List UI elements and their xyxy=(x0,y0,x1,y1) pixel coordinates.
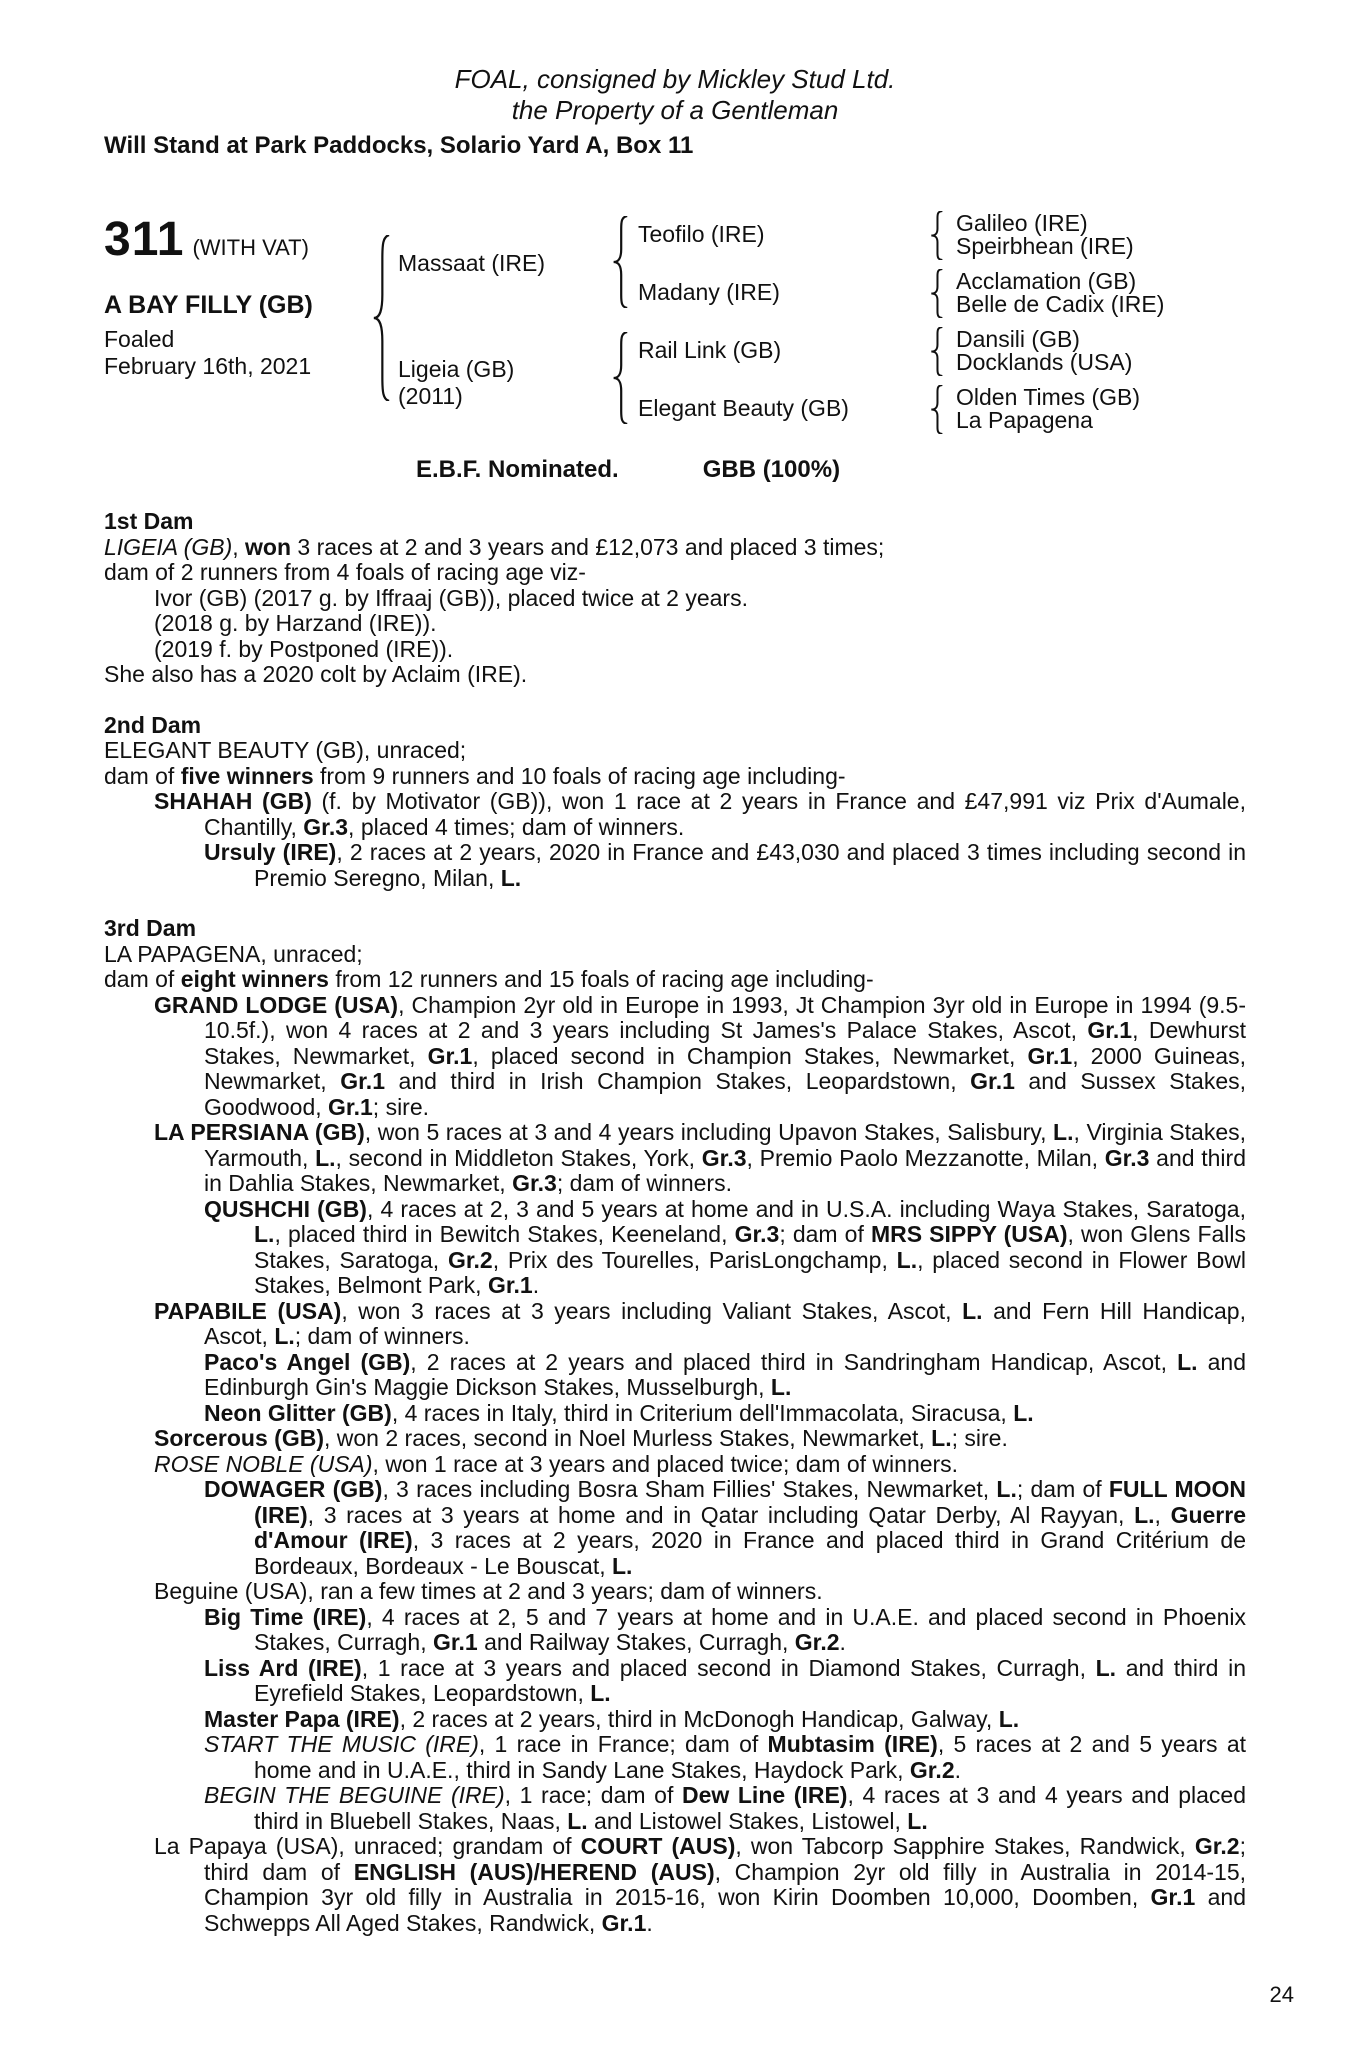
section-heading: 3rd Dam xyxy=(104,915,197,941)
text-segment: ; dam of winners. xyxy=(294,1323,470,1349)
pedigree-paragraph xyxy=(104,1656,1246,1707)
text-segment: , Champion 2yr old filly in Australia in 2014-15, Champion 3yr old filly in Australia in 2015-16, won Kirin Doomben 10,000, Doomben, xyxy=(204,1858,1247,1910)
pedigree-paragraph xyxy=(104,586,1246,612)
dam-name: Ligeia (GB) xyxy=(398,356,515,382)
page-header xyxy=(104,64,1246,160)
text-segment: L. xyxy=(1095,1654,1117,1681)
text-segment: LA PAPAGENA, unraced; xyxy=(104,940,363,967)
text-segment: , placed second in Flower Bowl Stakes, Belmont Park, xyxy=(254,1246,1246,1298)
text-segment: L. xyxy=(896,1246,918,1273)
pedigree-brace xyxy=(612,216,628,308)
text-segment: Big Time (IRE) xyxy=(204,1603,367,1630)
foaled-date: February 16th, 2021 xyxy=(104,353,312,379)
text-segment: L. xyxy=(770,1374,792,1400)
nomination-row xyxy=(104,456,1246,484)
text-segment: Gr.1 xyxy=(1150,1884,1196,1910)
text-segment: Gr.1 xyxy=(487,1272,533,1298)
text-segment: , Dewhurst Stakes, Newmarket, xyxy=(204,1017,1246,1069)
text-segment: from 9 runners and 10 foals of racing age including- xyxy=(313,762,846,789)
page-content xyxy=(104,0,1246,1936)
text-segment: , 3 races including Bosra Sham Fillies' Stakes, Newmarket, xyxy=(382,1476,997,1502)
text-segment: , 2 races at 2 years and placed third in Sandringham Handicap, Ascot, xyxy=(410,1348,1178,1375)
text-segment: Gr.3 xyxy=(303,813,349,840)
pedigree-paragraph xyxy=(104,1579,1246,1605)
text-segment: She also has a 2020 colt by Aclaim (IRE). xyxy=(104,661,528,687)
text-segment: , placed 4 times; dam of winners. xyxy=(348,813,685,840)
pedigree-paragraph xyxy=(104,1426,1246,1452)
text-segment: ELEGANT BEAUTY (GB), unraced; xyxy=(104,737,467,763)
text-segment: Gr.1 xyxy=(970,1068,1015,1094)
text-segment: Master Papa (IRE) xyxy=(204,1705,400,1732)
text-segment: ; sire. xyxy=(951,1425,1008,1451)
pedigree-paragraph xyxy=(104,637,1246,663)
section-heading: 2nd Dam xyxy=(104,711,202,738)
sire-sire-name: Teofilo (IRE) xyxy=(638,221,765,247)
text-segment: L. xyxy=(907,1807,928,1834)
text-segment: . xyxy=(954,1756,962,1783)
text-segment: (2019 f. by Postponed (IRE)). xyxy=(154,635,454,662)
foaled-label: Foaled xyxy=(104,326,175,352)
text-segment: , 1 race in France; dam of xyxy=(478,1731,768,1757)
text-segment: Mubtasim (IRE) xyxy=(767,1731,938,1757)
pedigree-paragraph xyxy=(104,1299,1246,1350)
vat-note: (WITH VAT) xyxy=(192,235,309,260)
text-segment: L. xyxy=(315,1144,336,1171)
text-segment: MRS SIPPY (USA) xyxy=(870,1221,1068,1247)
text-segment: L. xyxy=(1134,1501,1155,1528)
gen3-name: Docklands (USA) xyxy=(956,349,1133,375)
text-segment: L. xyxy=(1177,1348,1198,1375)
text-segment: Guerre d'Amour (IRE) xyxy=(254,1501,1247,1553)
text-segment: , 2 races at 2 years, third in McDonogh Handicap, Galway, xyxy=(399,1705,999,1732)
text-segment: , placed third in Bewitch Stakes, Keeneland, xyxy=(274,1221,735,1247)
text-segment: Gr.2 xyxy=(909,1756,955,1783)
text-segment: (2018 g. by Harzand (IRE)). xyxy=(154,610,437,636)
text-segment: L. xyxy=(962,1297,983,1324)
pedigree-brace xyxy=(612,332,628,424)
text-segment: (f. by Motivator (GB)), won 1 race at 2 years in France and £47,991 viz Prix d'Aumale, Chantilly, xyxy=(204,788,1246,840)
text-segment: , Prix des Tourelles, ParisLongchamp, xyxy=(492,1246,897,1273)
pedigree-paragraph xyxy=(104,535,1246,561)
text-segment: , xyxy=(1154,1501,1171,1528)
text-segment: , Champion 2yr old in Europe in 1993, Jt Champion 3yr old in Europe in 1994 (9.5-10.5f.), won 4 races at 2 and 3 years including St James's Palace Stakes, Ascot, xyxy=(204,991,1246,1043)
text-segment: L. xyxy=(274,1323,295,1349)
dam-year: (2011) xyxy=(398,383,463,409)
pedigree-paragraph xyxy=(104,662,1246,688)
pedigree-paragraph xyxy=(104,1707,1246,1733)
text-segment: ; dam of xyxy=(1016,1476,1109,1502)
text-segment: dam of xyxy=(104,966,181,992)
text-segment: . xyxy=(839,1629,846,1655)
page-number: 24 xyxy=(1269,1982,1294,2007)
text-segment: Gr.2 xyxy=(794,1629,840,1655)
pedigree-paragraph xyxy=(104,1783,1246,1834)
text-segment: BEGIN THE BEGUINE (IRE) xyxy=(204,1782,505,1808)
pedigree-paragraph xyxy=(104,1350,1246,1401)
text-segment: Ivor (GB) (2017 g. by Iffraaj (GB)), placed twice at 2 years. xyxy=(154,584,748,611)
text-segment: LA PERSIANA (GB) xyxy=(154,1119,365,1145)
text-segment: ; dam of xyxy=(779,1221,871,1247)
text-segment: and Railway Stakes, Curragh, xyxy=(477,1629,795,1655)
text-segment: La Papaya (USA), unraced; grandam of xyxy=(154,1833,581,1859)
text-segment: Gr.3 xyxy=(1104,1144,1150,1171)
text-segment: L. xyxy=(590,1680,611,1706)
pedigree-brace xyxy=(930,385,943,434)
text-segment: L. xyxy=(500,864,522,891)
text-segment: Neon Glitter (GB) xyxy=(204,1399,392,1426)
text-segment: L. xyxy=(612,1552,633,1579)
pedigree-brace xyxy=(372,235,390,401)
text-segment: and third in Irish Champion Stakes, Leopardstown, xyxy=(385,1068,971,1094)
text-segment: won xyxy=(245,533,292,560)
text-segment: , 2000 Guineas, Newmarket, xyxy=(204,1042,1246,1094)
text-segment: . xyxy=(646,1909,653,1936)
gen3-name: Dansili (GB) xyxy=(956,326,1080,352)
text-segment: , 4 races at 2, 5 and 7 years at home and in U.A.E. and placed second in Phoenix Stakes, Curragh, xyxy=(254,1603,1247,1655)
pedigree-paragraph xyxy=(104,1197,1246,1299)
text-segment: 3 races at 2 and 3 years and £12,073 and placed 3 times; xyxy=(291,533,885,560)
text-segment: Gr.1 xyxy=(427,1042,473,1069)
lot-info xyxy=(104,212,313,379)
stand-location-line: Will Stand at Park Paddocks, Solario Yard A, Box 11 xyxy=(104,132,694,159)
text-segment: ENGLISH (AUS)/HEREND (AUS) xyxy=(353,1858,715,1885)
text-segment: from 12 runners and 15 foals of racing age including- xyxy=(328,966,874,992)
pedigree-paragraph xyxy=(104,611,1246,637)
text-segment: Paco's Angel (GB) xyxy=(204,1348,411,1375)
pedigree-paragraph xyxy=(104,560,1246,586)
pedigree-paragraph xyxy=(104,840,1246,891)
pedigree-paragraph xyxy=(104,764,1246,790)
text-segment: , 4 races in Italy, third in Criterium dell'Immacolata, Siracusa, xyxy=(391,1399,1014,1426)
text-segment: , won 1 race at 3 years and placed twice; dam of winners. xyxy=(372,1450,959,1477)
text-segment: Gr.3 xyxy=(512,1170,557,1196)
text-segment: L. xyxy=(996,1476,1017,1502)
sire-dam-name: Madany (IRE) xyxy=(638,279,780,305)
pedigree-paragraph xyxy=(104,993,1246,1121)
pedigree-paragraph xyxy=(104,1452,1246,1478)
lot-row xyxy=(104,212,313,267)
text-segment: , Virginia Stakes, Yarmouth, xyxy=(204,1119,1246,1171)
pedigree-paragraph xyxy=(104,1120,1246,1197)
pedigree-sections xyxy=(104,509,1246,1936)
text-segment: Gr.1 xyxy=(1087,1017,1133,1043)
text-segment: Beguine (USA), ran a few times at 2 and 3 years; dam of winners. xyxy=(154,1578,823,1604)
text-segment: LIGEIA (GB) xyxy=(104,533,233,560)
text-segment: Gr.1 xyxy=(340,1068,385,1094)
pedigree-brace xyxy=(930,211,943,260)
text-segment: Gr.3 xyxy=(734,1221,780,1247)
text-segment: , 4 races at 2, 3 and 5 years at home and in U.S.A. including Waya Stakes, Saratoga, xyxy=(366,1195,1246,1222)
text-segment: SHAHAH (GB) xyxy=(154,788,312,814)
text-segment: Sorcerous (GB) xyxy=(154,1425,324,1451)
text-segment: , 3 races at 3 years at home and in Qatar including Qatar Derby, Al Rayyan, xyxy=(307,1501,1135,1528)
horse-description: A BAY FILLY (GB) xyxy=(104,291,313,319)
text-segment: L. xyxy=(567,1807,588,1834)
text-segment: Gr.2 xyxy=(447,1246,493,1273)
text-segment: and Sussex Stakes, Goodwood, xyxy=(204,1068,1246,1120)
text-segment: START THE MUSIC (IRE) xyxy=(204,1731,479,1757)
text-segment: Ursuly (IRE) xyxy=(204,839,337,865)
text-segment: and Fern Hill Handicap, Ascot, xyxy=(204,1297,1246,1349)
section-heading: 1st Dam xyxy=(104,508,194,534)
text-segment: and Edinburgh Gin's Maggie Dickson Stakes, Musselburgh, xyxy=(204,1348,1247,1400)
text-segment: , won Glens Falls Stakes, Saratoga, xyxy=(254,1221,1247,1273)
text-segment: and third in Dahlia Stakes, Newmarket, xyxy=(204,1144,1246,1196)
text-segment: PAPABILE (USA) xyxy=(154,1297,342,1324)
text-segment: GRAND LODGE (USA) xyxy=(154,991,399,1018)
text-segment: , 3 races at 2 years, 2020 in France and placed third in Grand Critérium de Bordeaux, Bordeaux - Le Bouscat, xyxy=(254,1527,1246,1579)
text-segment: Gr.1 xyxy=(1027,1042,1073,1069)
text-segment: , 4 races at 3 and 4 years and placed third in Bluebell Stakes, Naas, xyxy=(254,1782,1246,1834)
text-segment: , 1 race at 3 years and placed second in Diamond Stakes, Curragh, xyxy=(361,1654,1096,1681)
text-segment: ROSE NOBLE (USA) xyxy=(154,1450,373,1477)
text-segment: , Premio Paolo Mezzanotte, Milan, xyxy=(746,1144,1105,1171)
pedigree-paragraph xyxy=(104,1401,1246,1427)
text-segment: COURT (AUS) xyxy=(580,1833,736,1859)
text-segment: Dew Line (IRE) xyxy=(681,1782,848,1808)
pedigree-paragraph xyxy=(104,1834,1246,1936)
pedigree-brace xyxy=(930,327,943,376)
text-segment: and third in Eyrefield Stakes, Leopardstown, xyxy=(254,1654,1246,1706)
text-segment: ; third dam of xyxy=(204,1833,1246,1885)
text-segment: Gr.3 xyxy=(701,1144,747,1171)
text-segment: , xyxy=(232,533,246,560)
text-segment: eight winners xyxy=(180,966,329,992)
text-segment: ; dam of winners. xyxy=(556,1170,732,1196)
pedigree-paragraph xyxy=(104,1477,1246,1579)
text-segment: five winners xyxy=(180,762,314,789)
text-segment: ; sire. xyxy=(372,1093,430,1120)
pedigree-paragraph xyxy=(104,967,1246,993)
text-segment: L. xyxy=(1013,1399,1034,1426)
pedigree-paragraph xyxy=(104,738,1246,764)
text-segment: Gr.2 xyxy=(1194,1833,1240,1859)
text-segment: , 1 race; dam of xyxy=(504,1782,682,1808)
text-segment: dam of 2 runners from 4 foals of racing age viz- xyxy=(104,559,586,585)
text-segment: , second in Middleton Stakes, York, xyxy=(335,1144,702,1171)
gen3-name: La Papagena xyxy=(956,407,1093,433)
text-segment: , won 3 races at 3 years including Valiant Stakes, Ascot, xyxy=(341,1297,963,1324)
pedigree-brace xyxy=(930,269,943,318)
gbb-label: GBB (100%) xyxy=(702,456,841,483)
text-segment: L. xyxy=(254,1221,275,1247)
dam-dam-name: Elegant Beauty (GB) xyxy=(638,395,849,421)
gen3-name: Speirbhean (IRE) xyxy=(956,233,1134,259)
property-line: the Property of a Gentleman xyxy=(511,95,839,125)
text-segment: Gr.1 xyxy=(432,1629,478,1655)
text-segment: Gr.1 xyxy=(601,1909,647,1936)
gen3-name: Acclamation (GB) xyxy=(956,268,1137,294)
gen3-name: Olden Times (GB) xyxy=(956,384,1141,410)
text-segment: , placed second in Champion Stakes, Newmarket, xyxy=(472,1042,1028,1069)
text-segment: , 2 races at 2 years, 2020 in France and £43,030 and placed 3 times including second in Premio Seregno, Milan, xyxy=(254,839,1246,891)
text-segment: L. xyxy=(931,1425,952,1451)
text-segment: , won 5 races at 3 and 4 years including Upavon Stakes, Salisbury, xyxy=(364,1119,1054,1145)
text-segment: Gr.1 xyxy=(328,1093,373,1120)
pedigree-paragraph xyxy=(104,1732,1246,1783)
pedigree-paragraph xyxy=(104,942,1246,968)
dam-sire-name: Rail Link (GB) xyxy=(638,337,782,363)
text-segment: and Schwepps All Aged Stakes, Randwick, xyxy=(204,1884,1247,1936)
text-segment: L. xyxy=(998,1705,1020,1732)
pedigree-paragraph xyxy=(104,789,1246,840)
pedigree-paragraph xyxy=(104,1605,1246,1656)
text-segment: and Listowel Stakes, Listowel, xyxy=(587,1807,908,1834)
text-segment: DOWAGER (GB) xyxy=(204,1476,383,1502)
sire-name: Massaat (IRE) xyxy=(398,250,545,276)
text-segment: Liss Ard (IRE) xyxy=(204,1654,362,1681)
ebf-nominated-label: E.B.F. Nominated. xyxy=(416,456,619,483)
consignor-line: FOAL, consigned by Mickley Stud Ltd. xyxy=(454,64,896,94)
gen3-name: Belle de Cadix (IRE) xyxy=(956,291,1165,317)
gen3-name: Galileo (IRE) xyxy=(956,210,1088,236)
text-segment: , won Tabcorp Sapphire Stakes, Randwick, xyxy=(735,1833,1195,1859)
text-segment: dam of xyxy=(104,762,181,789)
pedigree-table xyxy=(104,206,1246,438)
text-segment: . xyxy=(532,1272,540,1298)
text-segment: FULL MOON (IRE) xyxy=(254,1476,1246,1528)
text-segment: L. xyxy=(1053,1119,1074,1145)
text-segment: , won 2 races, second in Noel Murless Stakes, Newmarket, xyxy=(323,1425,932,1451)
lot-number: 311 xyxy=(104,213,185,266)
text-segment: , 5 races at 2 and 5 years at home and in U.A.E., third in Sandy Lane Stakes, Haydock Park, xyxy=(254,1731,1247,1783)
text-segment: QUSHCHI (GB) xyxy=(204,1195,367,1222)
